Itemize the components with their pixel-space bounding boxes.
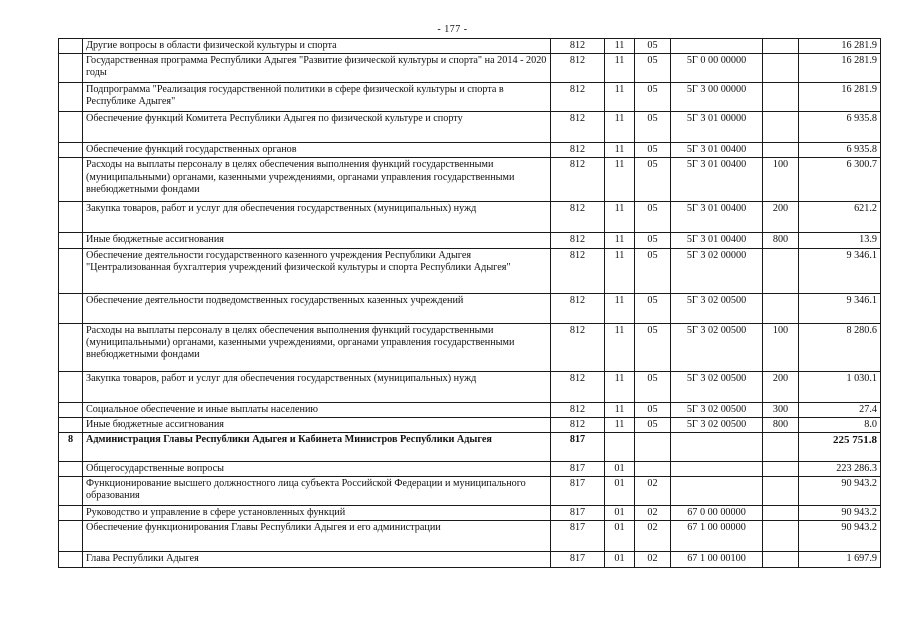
table-row: [59, 323, 881, 371]
row-number-cell: [59, 248, 83, 293]
ministry-code-cell: 817: [551, 552, 605, 567]
item-name-cell: Государственная программа Республики Адыгея "Развитие физической культуры и спорта" на 2014 - 2020 годы: [83, 54, 551, 83]
ministry-code-cell: 812: [551, 83, 605, 112]
amount-cell: 6 935.8: [799, 112, 881, 143]
ministry-code-cell: 812: [551, 39, 605, 54]
row-number-cell: [59, 83, 83, 112]
expense-type-code-cell: 800: [763, 417, 799, 432]
subsection-code-cell: 05: [635, 39, 671, 54]
item-name-cell: Иные бюджетные ассигнования: [83, 233, 551, 248]
table-row: [59, 552, 881, 567]
section-code-cell: 01: [605, 521, 635, 552]
section-code-cell: 01: [605, 552, 635, 567]
section-code-cell: [605, 433, 635, 462]
page-number: - 177 -: [437, 24, 468, 35]
ministry-code-cell: 812: [551, 112, 605, 143]
target-article-code-cell: 5Г 3 01 00400: [671, 202, 763, 233]
table-row: [59, 248, 881, 293]
ministry-code-cell: 812: [551, 371, 605, 402]
item-name-cell: Социальное обеспечение и иные выплаты населению: [83, 402, 551, 417]
table-body: [59, 39, 881, 568]
target-article-code-cell: 5Г 3 02 00500: [671, 323, 763, 371]
subsection-code-cell: 05: [635, 233, 671, 248]
target-article-code-cell: 67 0 00 00000: [671, 506, 763, 521]
table-row: [59, 417, 881, 432]
item-name-cell: Иные бюджетные ассигнования: [83, 417, 551, 432]
amount-cell: 1 697.9: [799, 552, 881, 567]
item-name-cell: Расходы на выплаты персоналу в целях обеспечения выполнения функций государственными (муниципальными) органами, казенными учреждениями, органами управления государственными внебюджетными фондами: [83, 323, 551, 371]
subsection-code-cell: 05: [635, 143, 671, 158]
expense-type-code-cell: [763, 521, 799, 552]
row-number-cell: [59, 112, 83, 143]
ministry-code-cell: 812: [551, 293, 605, 323]
row-number-cell: [59, 417, 83, 432]
target-article-code-cell: 5Г 3 01 00400: [671, 233, 763, 248]
row-number-cell: [59, 371, 83, 402]
section-code-cell: 11: [605, 293, 635, 323]
amount-cell: 9 346.1: [799, 248, 881, 293]
expense-type-code-cell: [763, 293, 799, 323]
row-number-cell: [59, 402, 83, 417]
amount-cell: 8 280.6: [799, 323, 881, 371]
item-name-cell: Другие вопросы в области физической культуры и спорта: [83, 39, 551, 54]
target-article-code-cell: [671, 39, 763, 54]
table-row: [59, 202, 881, 233]
section-code-cell: 11: [605, 39, 635, 54]
section-code-cell: 11: [605, 83, 635, 112]
item-name-cell: Обеспечение деятельности подведомственных государственных казенных учреждений: [83, 293, 551, 323]
row-number-cell: [59, 506, 83, 521]
expense-type-code-cell: [763, 143, 799, 158]
amount-cell: 621.2: [799, 202, 881, 233]
row-number-cell: [59, 521, 83, 552]
table-row: [59, 462, 881, 477]
row-number-cell: [59, 477, 83, 506]
subsection-code-cell: 02: [635, 477, 671, 506]
expense-type-code-cell: 800: [763, 233, 799, 248]
row-number-cell: [59, 158, 83, 202]
amount-cell: 16 281.9: [799, 83, 881, 112]
target-article-code-cell: [671, 462, 763, 477]
item-name-cell: Расходы на выплаты персоналу в целях обеспечения выполнения функций государственными (муниципальными) органами, казенными учреждениями, органами управления государственными внебюджетными фондами: [83, 158, 551, 202]
target-article-code-cell: 5Г 3 02 00000: [671, 248, 763, 293]
subsection-code-cell: 02: [635, 552, 671, 567]
target-article-code-cell: [671, 433, 763, 462]
amount-cell: 6 300.7: [799, 158, 881, 202]
section-code-cell: 11: [605, 248, 635, 293]
row-number-cell: 8: [59, 433, 83, 462]
item-name-cell: Общегосударственные вопросы: [83, 462, 551, 477]
item-name-cell: Руководство и управление в сфере установленных функций: [83, 506, 551, 521]
section-code-cell: 11: [605, 158, 635, 202]
expense-type-code-cell: [763, 477, 799, 506]
item-name-cell: Администрация Главы Республики Адыгея и Кабинета Министров Республики Адыгея: [83, 433, 551, 462]
expense-type-code-cell: [763, 462, 799, 477]
item-name-cell: Обеспечение функций Комитета Республики Адыгея по физической культуре и спорту: [83, 112, 551, 143]
target-article-code-cell: 5Г 3 02 00500: [671, 402, 763, 417]
section-code-cell: 11: [605, 202, 635, 233]
target-article-code-cell: 5Г 3 01 00400: [671, 158, 763, 202]
ministry-code-cell: 812: [551, 202, 605, 233]
expense-type-code-cell: 300: [763, 402, 799, 417]
table-row: [59, 371, 881, 402]
expense-type-code-cell: 100: [763, 158, 799, 202]
subsection-code-cell: 02: [635, 521, 671, 552]
section-code-cell: 11: [605, 323, 635, 371]
subsection-code-cell: 05: [635, 293, 671, 323]
item-name-cell: Подпрограмма "Реализация государственной политики в сфере физической культуры и спорта в Республике Адыгея": [83, 83, 551, 112]
amount-cell: 13.9: [799, 233, 881, 248]
section-code-cell: 11: [605, 233, 635, 248]
table-row: [59, 433, 881, 462]
expense-type-code-cell: [763, 39, 799, 54]
expense-type-code-cell: [763, 83, 799, 112]
table-row: [59, 233, 881, 248]
subsection-code-cell: 05: [635, 248, 671, 293]
target-article-code-cell: 5Г 3 00 00000: [671, 83, 763, 112]
subsection-code-cell: 05: [635, 371, 671, 402]
amount-cell: 225 751.8: [799, 433, 881, 462]
amount-cell: 90 943.2: [799, 506, 881, 521]
ministry-code-cell: 812: [551, 248, 605, 293]
expense-type-code-cell: [763, 112, 799, 143]
section-code-cell: 01: [605, 462, 635, 477]
subsection-code-cell: [635, 462, 671, 477]
expense-type-code-cell: [763, 248, 799, 293]
item-name-cell: Закупка товаров, работ и услуг для обеспечения государственных (муниципальных) нужд: [83, 202, 551, 233]
row-number-cell: [59, 233, 83, 248]
table-row: [59, 143, 881, 158]
amount-cell: 6 935.8: [799, 143, 881, 158]
amount-cell: 27.4: [799, 402, 881, 417]
table-row: [59, 402, 881, 417]
item-name-cell: Обеспечение функционирования Главы Республики Адыгея и его администрации: [83, 521, 551, 552]
subsection-code-cell: 05: [635, 83, 671, 112]
target-article-code-cell: 67 1 00 00000: [671, 521, 763, 552]
target-article-code-cell: 67 1 00 00100: [671, 552, 763, 567]
section-code-cell: 11: [605, 402, 635, 417]
amount-cell: 8.0: [799, 417, 881, 432]
section-code-cell: 11: [605, 371, 635, 402]
amount-cell: 90 943.2: [799, 521, 881, 552]
amount-cell: 16 281.9: [799, 54, 881, 83]
amount-cell: 16 281.9: [799, 39, 881, 54]
ministry-code-cell: 817: [551, 433, 605, 462]
target-article-code-cell: 5Г 3 02 00500: [671, 417, 763, 432]
table-row: [59, 477, 881, 506]
ministry-code-cell: 817: [551, 477, 605, 506]
amount-cell: 9 346.1: [799, 293, 881, 323]
section-code-cell: 01: [605, 477, 635, 506]
ministry-code-cell: 817: [551, 521, 605, 552]
expense-type-code-cell: [763, 433, 799, 462]
target-article-code-cell: 5Г 3 01 00000: [671, 112, 763, 143]
subsection-code-cell: 05: [635, 323, 671, 371]
row-number-cell: [59, 39, 83, 54]
section-code-cell: 11: [605, 143, 635, 158]
table-row: [59, 39, 881, 54]
amount-cell: 223 286.3: [799, 462, 881, 477]
amount-cell: 1 030.1: [799, 371, 881, 402]
section-code-cell: 11: [605, 54, 635, 83]
row-number-cell: [59, 202, 83, 233]
expense-type-code-cell: 100: [763, 323, 799, 371]
item-name-cell: Глава Республики Адыгея: [83, 552, 551, 567]
ministry-code-cell: 812: [551, 158, 605, 202]
ministry-code-cell: 812: [551, 54, 605, 83]
table-row: [59, 506, 881, 521]
table-row: [59, 112, 881, 143]
expense-type-code-cell: [763, 54, 799, 83]
table-row: [59, 83, 881, 112]
budget-table: [58, 38, 881, 568]
subsection-code-cell: 05: [635, 402, 671, 417]
row-number-cell: [59, 54, 83, 83]
subsection-code-cell: 05: [635, 202, 671, 233]
target-article-code-cell: 5Г 3 01 00400: [671, 143, 763, 158]
target-article-code-cell: 5Г 0 00 00000: [671, 54, 763, 83]
item-name-cell: Обеспечение функций государственных органов: [83, 143, 551, 158]
row-number-cell: [59, 143, 83, 158]
expense-type-code-cell: [763, 506, 799, 521]
item-name-cell: Закупка товаров, работ и услуг для обеспечения государственных (муниципальных) нужд: [83, 371, 551, 402]
expense-type-code-cell: [763, 552, 799, 567]
subsection-code-cell: 05: [635, 112, 671, 143]
target-article-code-cell: 5Г 3 02 00500: [671, 371, 763, 402]
item-name-cell: Функционирование высшего должностного лица субъекта Российской Федерации и муниципального образования: [83, 477, 551, 506]
section-code-cell: 01: [605, 506, 635, 521]
ministry-code-cell: 812: [551, 417, 605, 432]
ministry-code-cell: 817: [551, 462, 605, 477]
section-code-cell: 11: [605, 417, 635, 432]
expense-type-code-cell: 200: [763, 371, 799, 402]
row-number-cell: [59, 462, 83, 477]
subsection-code-cell: 05: [635, 54, 671, 83]
subsection-code-cell: [635, 433, 671, 462]
amount-cell: 90 943.2: [799, 477, 881, 506]
item-name-cell: Обеспечение деятельности государственного казенного учреждения Республики Адыгея "Централизованная бухгалтерия учреждений физической культуры и спорта Республики Адыгея": [83, 248, 551, 293]
ministry-code-cell: 812: [551, 402, 605, 417]
table-row: [59, 293, 881, 323]
row-number-cell: [59, 552, 83, 567]
expense-type-code-cell: 200: [763, 202, 799, 233]
target-article-code-cell: 5Г 3 02 00500: [671, 293, 763, 323]
row-number-cell: [59, 293, 83, 323]
ministry-code-cell: 817: [551, 506, 605, 521]
section-code-cell: 11: [605, 112, 635, 143]
table-row: [59, 158, 881, 202]
row-number-cell: [59, 323, 83, 371]
subsection-code-cell: 02: [635, 506, 671, 521]
table-row: [59, 521, 881, 552]
ministry-code-cell: 812: [551, 233, 605, 248]
ministry-code-cell: 812: [551, 143, 605, 158]
table-row: [59, 54, 881, 83]
target-article-code-cell: [671, 477, 763, 506]
subsection-code-cell: 05: [635, 417, 671, 432]
subsection-code-cell: 05: [635, 158, 671, 202]
ministry-code-cell: 812: [551, 323, 605, 371]
